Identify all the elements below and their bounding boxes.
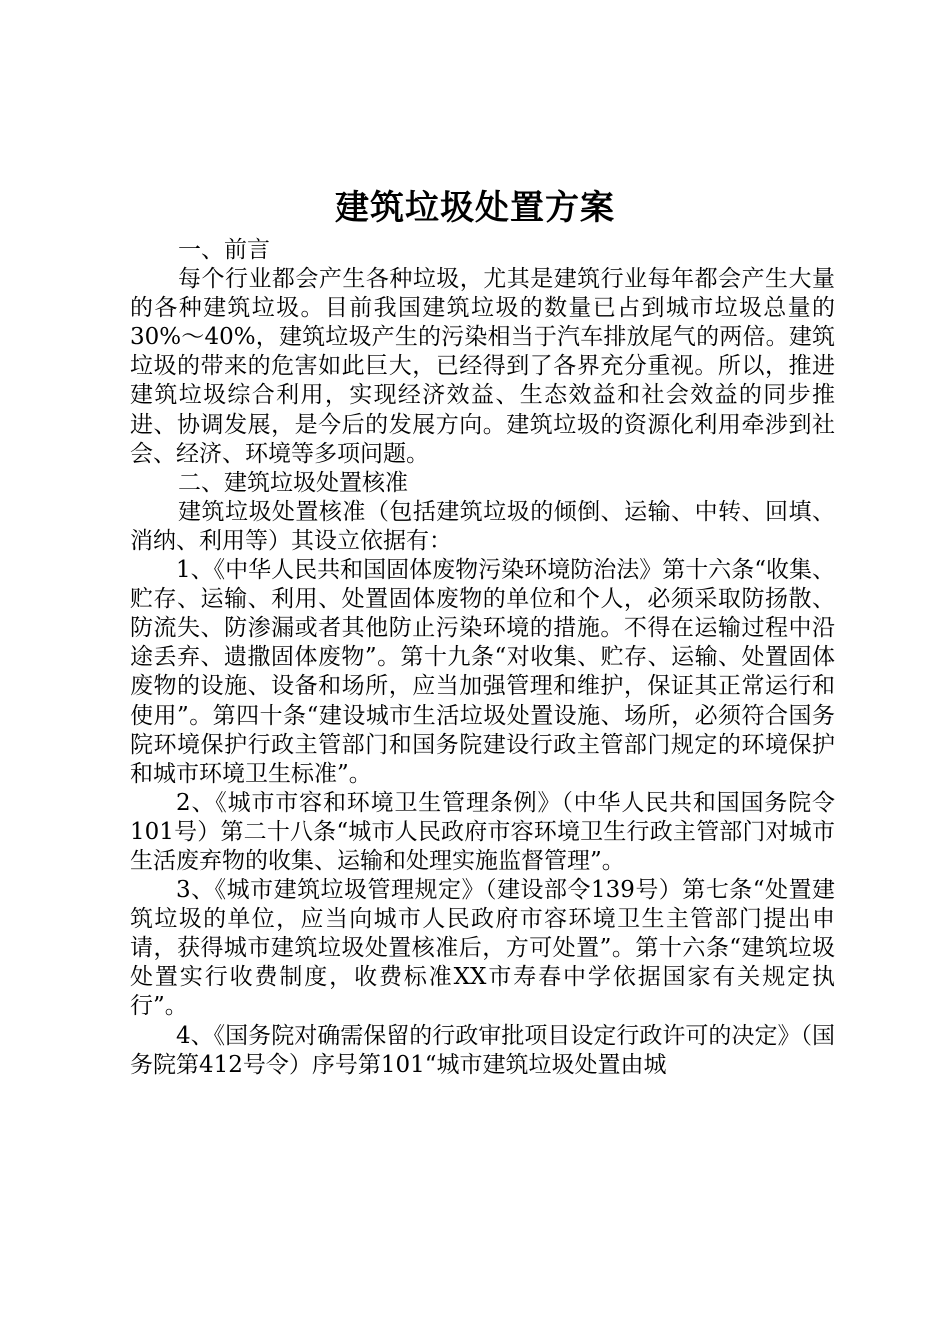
section-heading-preface: 一、前言 (178, 237, 270, 263)
document-title: 建筑垃圾处置方案 (335, 188, 615, 228)
paragraph-legal-basis-4: 4、《国务院对确需保留的行政审批项目设定行政许可的决定》（国务院第412号令）序号第101“城市建筑垃圾处置由城 (130, 1022, 835, 1078)
paragraph-legal-basis-2: 2、《城市市容和环境卫生管理条例》（中华人民共和国国务院令101号）第二十八条“城市人民政府市容环境卫生行政主管部门对城市生活废弃物的收集、运输和处理实施监督管理”。 (130, 789, 835, 874)
paragraph-preface: 每个行业都会产生各种垃圾，尤其是建筑行业每年都会产生大量的各种建筑垃圾。目前我国建筑垃圾的数量已占到城市垃圾总量的30%～40%，建筑垃圾产生的污染相当于汽车排放尾气的两倍。建筑垃圾的带来的危害如此巨大，已经得到了各界充分重视。所以，推进建筑垃圾综合利用，实现经济效益、生态效益和社会效益的同步推进、协调发展，是今后的发展方向。建筑垃圾的资源化利用牵涉到社会、经济、环境等多项问题。 (130, 266, 835, 467)
document-body (130, 236, 835, 1080)
paragraph-legal-basis-1: 1、《中华人民共和国固体废物污染环境防治法》第十六条“收集、贮存、运输、利用、处置固体废物的单位和个人，必须采取防扬散、防流失、防渗漏或者其他防止污染环境的措施。不得在运输过程中沿途丢弃、遗撒固体废物”。第十九条“对收集、贮存、运输、处置固体废物的设施、设备和场所，应当加强管理和维护，保证其正常运行和使用”。第四十条“建设城市生活垃圾处置设施、场所，必须符合国务院环境保护行政主管部门和国务院建设行政主管部门规定的环境保护和城市环境卫生标准”。 (130, 557, 835, 787)
paragraph-legal-basis-3: 3、《城市建筑垃圾管理规定》（建设部令139号）第七条“处置建筑垃圾的单位，应当向城市人民政府市容环境卫生主管部门提出申请，获得城市建筑垃圾处置核准后，方可处置”。第十六条“建筑垃圾处置实行收费制度，收费标准XX市寿春中学依据国家有关规定执行”。 (130, 877, 835, 1020)
paragraph-approval-basis: 建筑垃圾处置核准（包括建筑垃圾的倾倒、运输、中转、回填、消纳、利用等）其设立依据有： (130, 498, 835, 554)
section-heading-approval: 二、建筑垃圾处置核准 (178, 469, 408, 496)
